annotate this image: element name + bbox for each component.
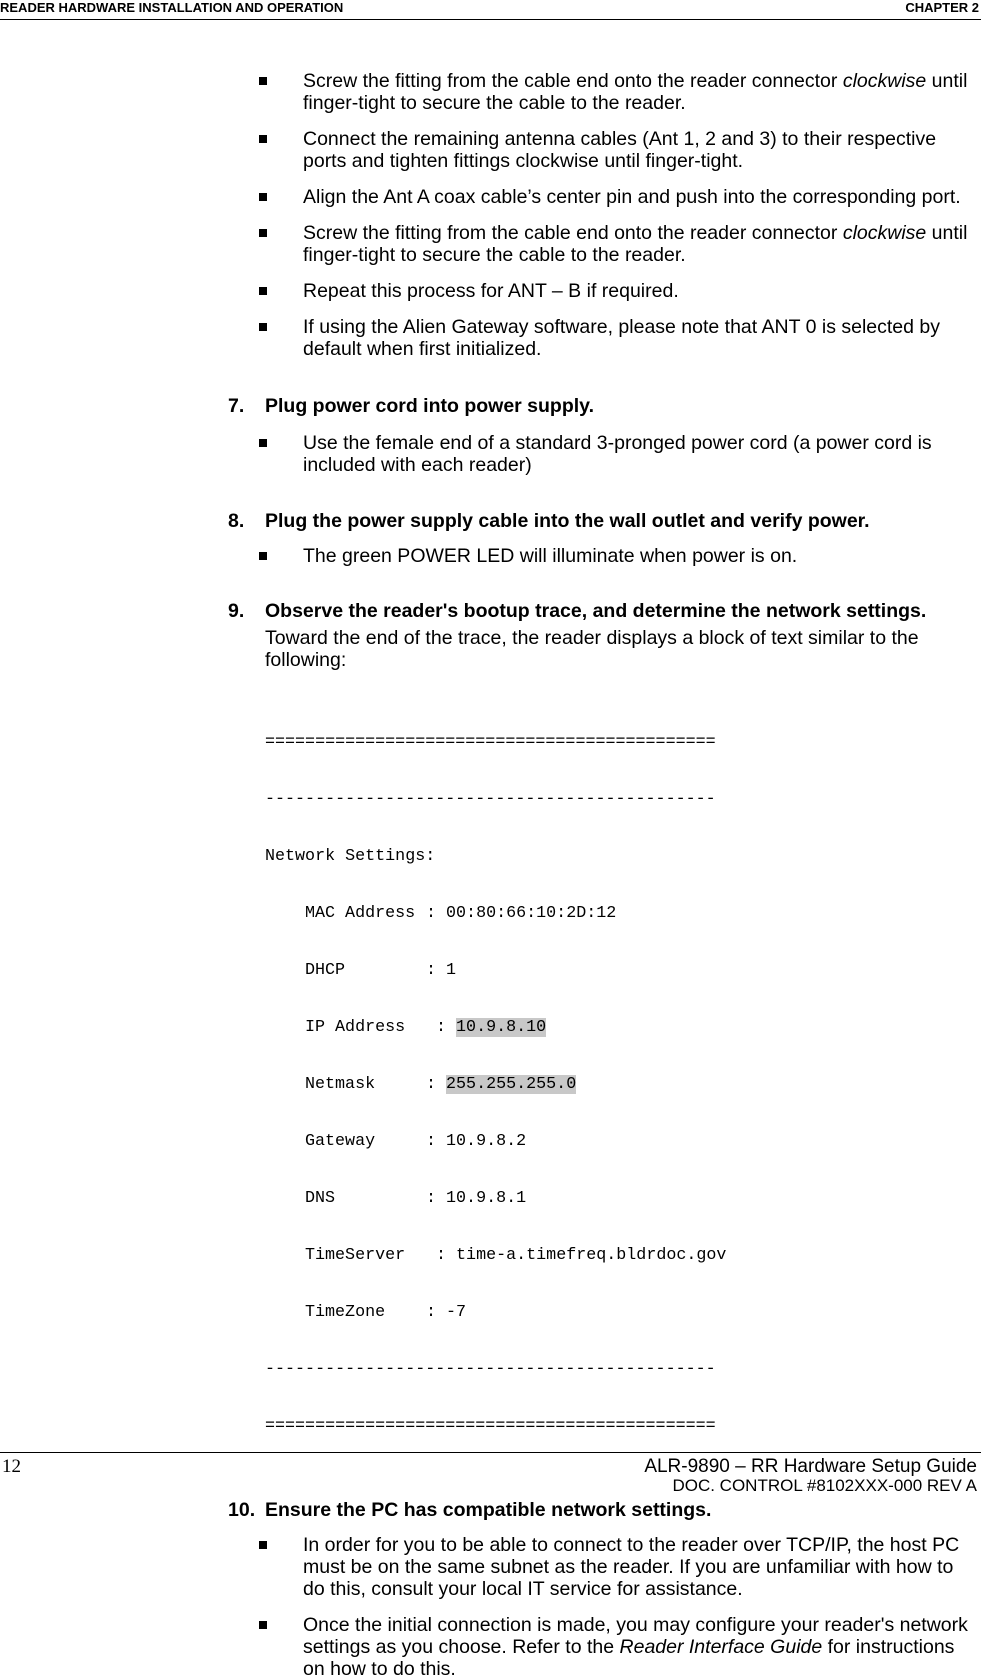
trace-rule: --------------------------------------------- (265, 1360, 716, 1379)
step-7-heading: 7. Plug power cord into power supply. (228, 395, 594, 417)
step-10-heading: 10. Ensure the PC has compatible network settings. (228, 1499, 712, 1521)
header-chapter: CHAPTER 2 (905, 0, 979, 15)
bullet-square-icon (259, 1541, 267, 1549)
page-number: 12 (2, 1456, 21, 1477)
bullet-list-step-10 (0, 1534, 981, 1680)
trace-row: TimeServer : time-a.timefreq.bldrdoc.gov (305, 1246, 727, 1265)
trace-row: DNS : 10.9.8.1 (305, 1189, 527, 1208)
footer-divider (0, 1452, 981, 1453)
list-item: Once the initial connection is made, you may configure your reader's network settings as you choose. Refer to the Reader Interface Guide for instructions on how to do this. (303, 1614, 975, 1680)
list-item: If using the Alien Gateway software, please note that ANT 0 is selected by default when first initialized. (303, 316, 975, 360)
header-section-title: READER HARDWARE INSTALLATION AND OPERATION (0, 0, 344, 15)
bullet-list-step-8 (0, 545, 981, 567)
footer-guide-title: ALR-9890 – RR Hardware Setup Guide (644, 1456, 977, 1477)
list-item: Screw the fitting from the cable end onto the reader connector clockwise until finger-tight to secure the cable to the reader. (303, 70, 975, 114)
trace-row: IP Address : 10.9.8.10 (305, 1018, 547, 1037)
bullet-square-icon (259, 1621, 267, 1629)
step-9-paragraph: Toward the end of the trace, the reader displays a block of text similar to the following: (265, 627, 919, 671)
bullet-square-icon (259, 77, 267, 85)
trace-row: Gateway : 10.9.8.2 (305, 1132, 527, 1151)
page-body (0, 70, 981, 1680)
bullet-square-icon (259, 552, 267, 560)
trace-row: TimeZone : -7 (305, 1303, 467, 1322)
step-9-heading: 9. Observe the reader's bootup trace, and determine the network settings. (228, 600, 927, 622)
trace-rule: ============================================= (265, 1417, 716, 1436)
trace-rule: --------------------------------------------- (265, 790, 716, 809)
list-item: The green POWER LED will illuminate when power is on. (303, 545, 975, 567)
bullet-square-icon (259, 193, 267, 201)
footer-doc-control: DOC. CONTROL #8102XXX-000 REV A (672, 1476, 977, 1495)
list-item: In order for you to be able to connect to the reader over TCP/IP, the host PC must be on the same subnet as the reader. If you are unfamiliar with how to do this, consult your local IT service for assistance. (303, 1534, 975, 1600)
page-header (0, 0, 981, 20)
bootup-trace-block (265, 695, 981, 1474)
list-item: Use the female end of a standard 3-pronged power cord (a power cord is included with each reader) (303, 432, 975, 476)
list-item: Align the Ant A coax cable’s center pin and push into the corresponding port. (303, 186, 975, 208)
bullet-square-icon (259, 439, 267, 447)
list-item: Repeat this process for ANT – B if required. (303, 280, 975, 302)
list-item: Connect the remaining antenna cables (Ant 1, 2 and 3) to their respective ports and tighten fittings clockwise until finger-tight. (303, 128, 975, 172)
bullet-square-icon (259, 229, 267, 237)
trace-rule: ============================================= (265, 733, 716, 752)
bullet-square-icon (259, 323, 267, 331)
trace-row: DHCP : 1 (305, 961, 457, 980)
trace-heading: Network Settings: (265, 847, 436, 866)
list-item: Screw the fitting from the cable end onto the reader connector clockwise until finger-tight to secure the cable to the reader. (303, 222, 975, 266)
bullet-square-icon (259, 287, 267, 295)
highlighted-value: 10.9.8.10 (456, 1018, 547, 1037)
bullet-square-icon (259, 135, 267, 143)
step-8-heading: 8. Plug the power supply cable into the wall outlet and verify power. (228, 510, 870, 532)
bullet-list-step-7 (0, 432, 981, 476)
bullet-list-antenna (0, 70, 981, 360)
trace-row: Netmask : 255.255.255.0 (305, 1075, 577, 1094)
highlighted-value: 255.255.255.0 (446, 1075, 577, 1094)
trace-row: MAC Address : 00:80:66:10:2D:12 (305, 904, 617, 923)
